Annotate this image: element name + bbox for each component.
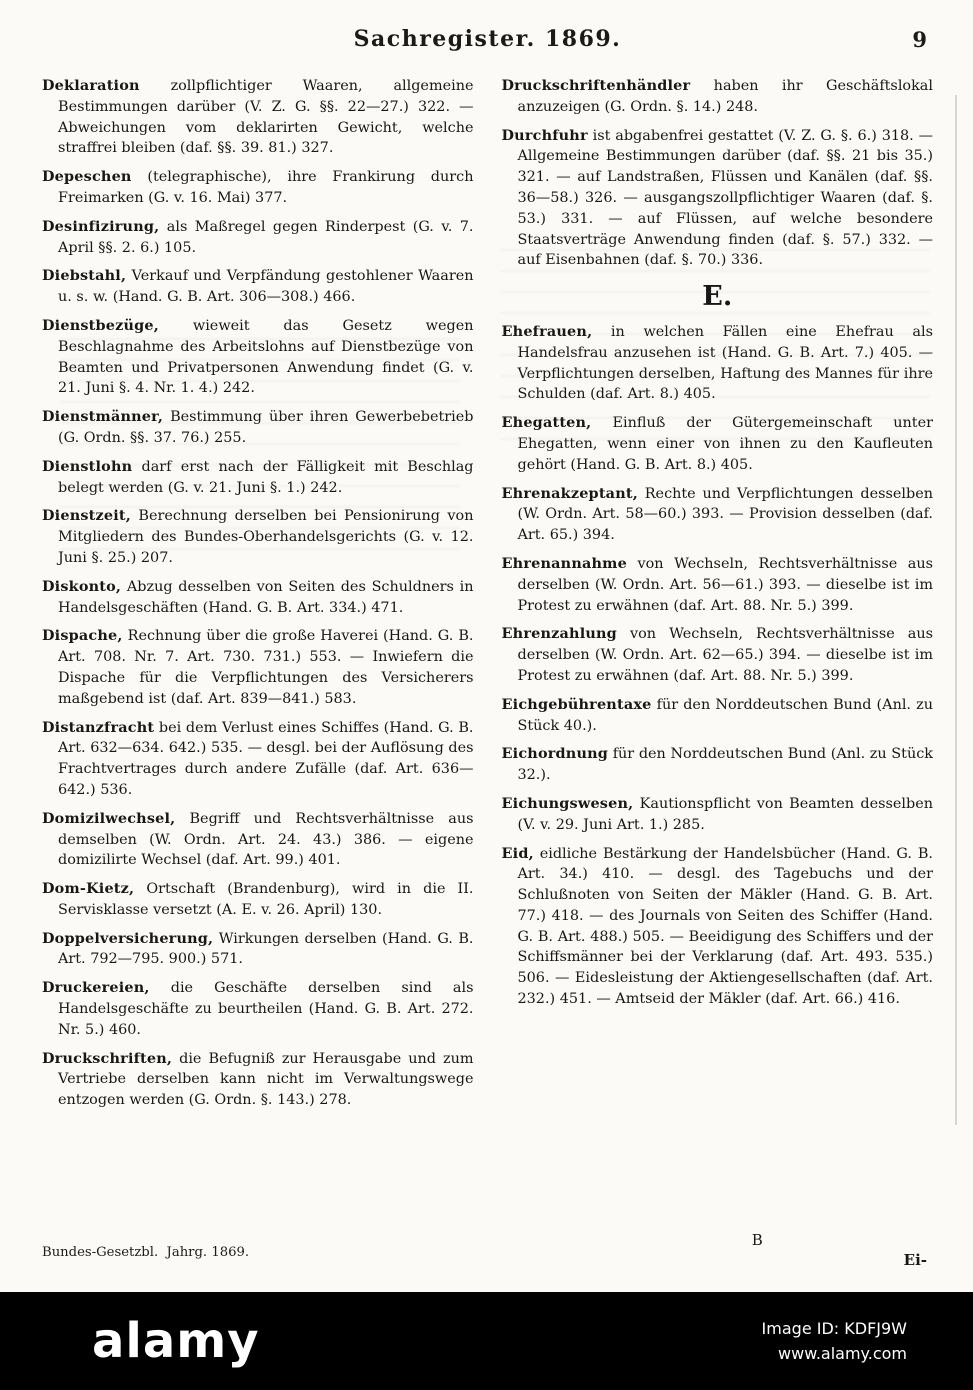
alamy-logo: alamy [92,1313,260,1369]
entry-term: Ehegatten, [501,414,592,432]
entry-text: Rechte und Verpflichtungen desselben (W. Ordn. Art. 58—60.) 393. — Provision desselben (daf. Art. 65.) 394. [517,485,933,544]
website-text: www.alamy.com [778,1344,907,1363]
entry-term: Distanzfracht [42,718,155,736]
index-entry [502,322,934,405]
entry-term: Eichgebührentaxe [501,695,652,713]
entry-text: die Geschäfte derselben sind als Handelsgeschäfte zu beurtheilen (Hand. G. B. Art. 272. Nr. 5.) 460. [58,980,474,1038]
entry-term: Diskonto, [42,577,122,595]
index-entry [502,484,934,546]
entry-term: Doppelversicherung, [42,929,214,947]
index-entry [42,929,474,971]
entry-term: Dienstzeit, [42,507,131,525]
entry-term: Ehrenakzeptant, [501,484,638,502]
entry-text: für den Norddeutschen Bund (Anl. zu Stück 32.). [517,746,933,784]
index-entry [502,794,934,836]
index-entry [502,126,934,272]
entry-text: Einfluß der Gütergemeinschaft unter Ehegatten, wenn einer von ihnen zu den Kaufleuten gehört (Hand. G. B. Art. 8.) 405. [517,415,933,473]
entry-term: Dom-Kietz, [42,880,135,898]
signature-mark: B [751,1231,763,1249]
index-entry [42,167,474,209]
index-entry [502,695,934,737]
entry-text: bei dem Verlust eines Schiffes (Hand. G. B. Art. 632—634. 642.) 535. — desgl. bei der Auflösung des Frachtvertrages durch andere Zufälle (daf. Art. 636—642.) 536. [58,719,474,798]
index-entry [42,407,474,449]
index-entry [42,76,474,159]
entry-text: Verkauf und Verpfändung gestohlener Waaren u. s. w. (Hand. G. B. Art. 306—308.) 466. [58,268,474,306]
index-entry [502,76,934,118]
entry-term: Druckschriftenhändler [501,77,691,94]
index-entry [42,718,474,801]
index-entry [42,626,474,709]
entry-term: Ehefrauen, [501,322,593,340]
page-header [42,26,933,56]
page-number: 9 [912,27,927,52]
index-entry [502,624,934,686]
entry-text: Kautionspflicht von Beamten desselben (V. v. 29. Juni Art. 1.) 285. [517,795,933,833]
index-entry [502,554,934,616]
page-edge-line [955,95,957,1125]
entry-text: Begriff und Rechtsverhältnisse aus demselben (W. Ordn. Art. 24. 43.) 386. — eigene domizilirte Wechsel (daf. Art. 99.) 401. [58,810,474,869]
left-column-entries [42,76,474,1119]
entry-term: Druckereien, [42,979,150,997]
right-column-entries-bottom [502,322,934,1018]
entry-text: Berechnung derselben bei Pensionirung von Mitgliedern des Bundes-Oberhandelsgerichts (G. v. 12. Juni §. 25.) 207. [58,508,474,566]
entry-term: Desinfizirung, [42,217,160,235]
entry-text: zollpflichtiger Waaren, allgemeine Bestimmungen darüber (V. Z. G. §§. 22—27.) 322. — Abweichungen vom deklarirten Gewicht, welche straffrei bleiben (daf. §§. 39. 81.) 327. [58,78,474,157]
entry-term: Dispache, [42,627,123,645]
entry-text: Ortschaft (Brandenburg), wird in die II. Servisklasse versetzt (A. E. v. 26. April) 130. [58,881,474,918]
entry-term: Druckschriften, [42,1049,173,1067]
index-entry [42,506,474,568]
index-entry [42,577,474,619]
entry-term: Eid, [501,844,534,862]
entry-text: von Wechseln, Rechtsverhältnisse aus derselben (W. Ordn. Art. 62—65.) 394. — dieselbe ist im Protest zu erwähnen (daf. Art. 88. Nr. 5.) 399. [517,626,933,684]
entry-text: ist abgabenfrei gestattet (V. Z. G. §. 6.) 318. — Allgemeine Bestimmungen darüber (daf. §§. 21 bis 35.) 321. — auf Landstraßen, Flüssen und Kanälen (daf. §§. 36—58.) 326. — ausgangszollpflichtiger Waaren (daf. §. 53.) 331. — auf Flüssen, auf welche besondere Staatsverträge Anwendung finden (daf. §. 57.) 332. — auf Eisenbahnen (daf. §. 70.) 336. [517,127,933,269]
entry-term: Ehrenzahlung [501,625,617,643]
entry-term: Ehrenannahme [501,554,627,572]
entry-text: haben ihr Geschäftslokal anzuzeigen (G. Ordn. §. 14.) 248. [517,78,933,115]
entry-text: für den Norddeutschen Bund (Anl. zu Stück 40.). [517,696,933,734]
entry-text: wieweit das Gesetz wegen Beschlagnahme des Arbeitslohns auf Dienstbezüge von Beamten und Privatpersonen Anwendung findet (G. v. 21. Juni §. 4. Nr. 1. 4.) 242. [58,317,474,397]
index-entry [42,978,474,1040]
entry-term: Dienstmänner, [42,408,164,426]
entry-text: darf erst nach der Fälligkeit mit Beschlag belegt werden (G. v. 21. Juni §. 1.) 242. [58,458,474,496]
entry-text: als Maßregel gegen Rinderpest (G. v. 7. April §§. 2. 6.) 105. [58,218,474,256]
footer-note: Bundes-Gesetzbl. Jahrg. 1869. [42,1245,250,1261]
right-column [502,76,934,1276]
entry-term: Eichordnung [501,745,609,763]
left-column [42,76,474,1276]
index-entry [502,744,934,786]
index-entry [42,316,474,399]
entry-text: Rechnung über die große Haverei (Hand. G. B. Art. 708. Nr. 7. Art. 730. 731.) 553. — Inwiefern die Dispache für die Verpflichtungen des Versicherers maßgebend ist (daf. Art. 839—841.) 583. [58,628,474,707]
index-columns [42,76,933,1276]
watermark-info [762,1316,907,1366]
right-column-entries-top [502,76,934,279]
entry-text: Bestimmung über ihren Gewerbebetrieb (G. Ordn. §§. 37. 76.) 255. [58,409,474,446]
signature-row [502,1228,934,1276]
index-entry [42,266,474,308]
page-title: Sachregister. 1869. [353,26,622,52]
entry-term: Deklaration [42,77,140,94]
entry-term: Dienstbezüge, [42,316,159,334]
entry-term: Domizilwechsel, [42,809,176,827]
entry-text: die Befugniß zur Herausgabe und zum Vertriebe derselben kann nicht im Verwaltungswege entzogen werden (G. Ordn. §. 143.) 278. [58,1050,474,1109]
entry-term: Durchfuhr [501,126,588,144]
index-entry [502,413,934,475]
index-entry [42,879,474,921]
entry-text: in welchen Fällen eine Ehefrau als Handelsfrau anzusehen ist (Hand. G. B. Art. 7.) 405. — Verpflichtungen derselben, Haftung des Mannes für ihre Schulden (daf. Art. 8.) 405. [517,323,933,403]
index-entry [502,844,934,1010]
index-entry [42,217,474,259]
entry-term: Depeschen [42,168,132,186]
entry-text: (telegraphische), ihre Frankirung durch Freimarken (G. v. 16. Mai) 377. [58,169,474,206]
entry-term: Eichungswesen, [501,794,634,812]
index-entry [42,809,474,871]
section-letter-heading: E. [702,281,733,313]
image-id-text: Image ID: KDFJ9W [761,1319,907,1338]
entry-text: Wirkungen derselben (Hand. G. B. Art. 792—795. 900.) 571. [58,930,474,968]
index-entry [42,457,474,499]
index-entry [42,1049,474,1111]
catchword: Ei- [903,1251,927,1269]
watermark-bar [0,1292,973,1390]
entry-text: eidliche Bestärkung der Handelsbücher (Hand. G. B. Art. 34.) 410. — desgl. des Tagebuchs und der Schlußnoten von Seiten der Mäkler (Hand. G. B. Art. 77.) 418. — des Journals von Seiten des Schiffer (Hand. G. B. Art. 488.) 505. — Beeidigung des Schiffers und der Schiffsmänner bei der Verklarung (daf. Art. 493. 535.) 506. — Eidesleistung der Aktiengesellschaften (daf. Art. 232.) 451. — Amtseid der Mäkler (daf. Art. 66.) 416. [517,845,933,1008]
entry-text: von Wechseln, Rechtsverhältnisse aus derselben (W. Ordn. Art. 56—61.) 393. — dieselbe ist im Protest zu erwähnen (daf. Art. 88. Nr. 5.) 399. [517,555,933,614]
entry-text: Abzug desselben von Seiten des Schuldners in Handelsgeschäften (Hand. G. B. Art. 334.) 471. [58,578,474,616]
entry-term: Dienstlohn [42,457,133,475]
entry-term: Diebstahl, [42,267,127,285]
